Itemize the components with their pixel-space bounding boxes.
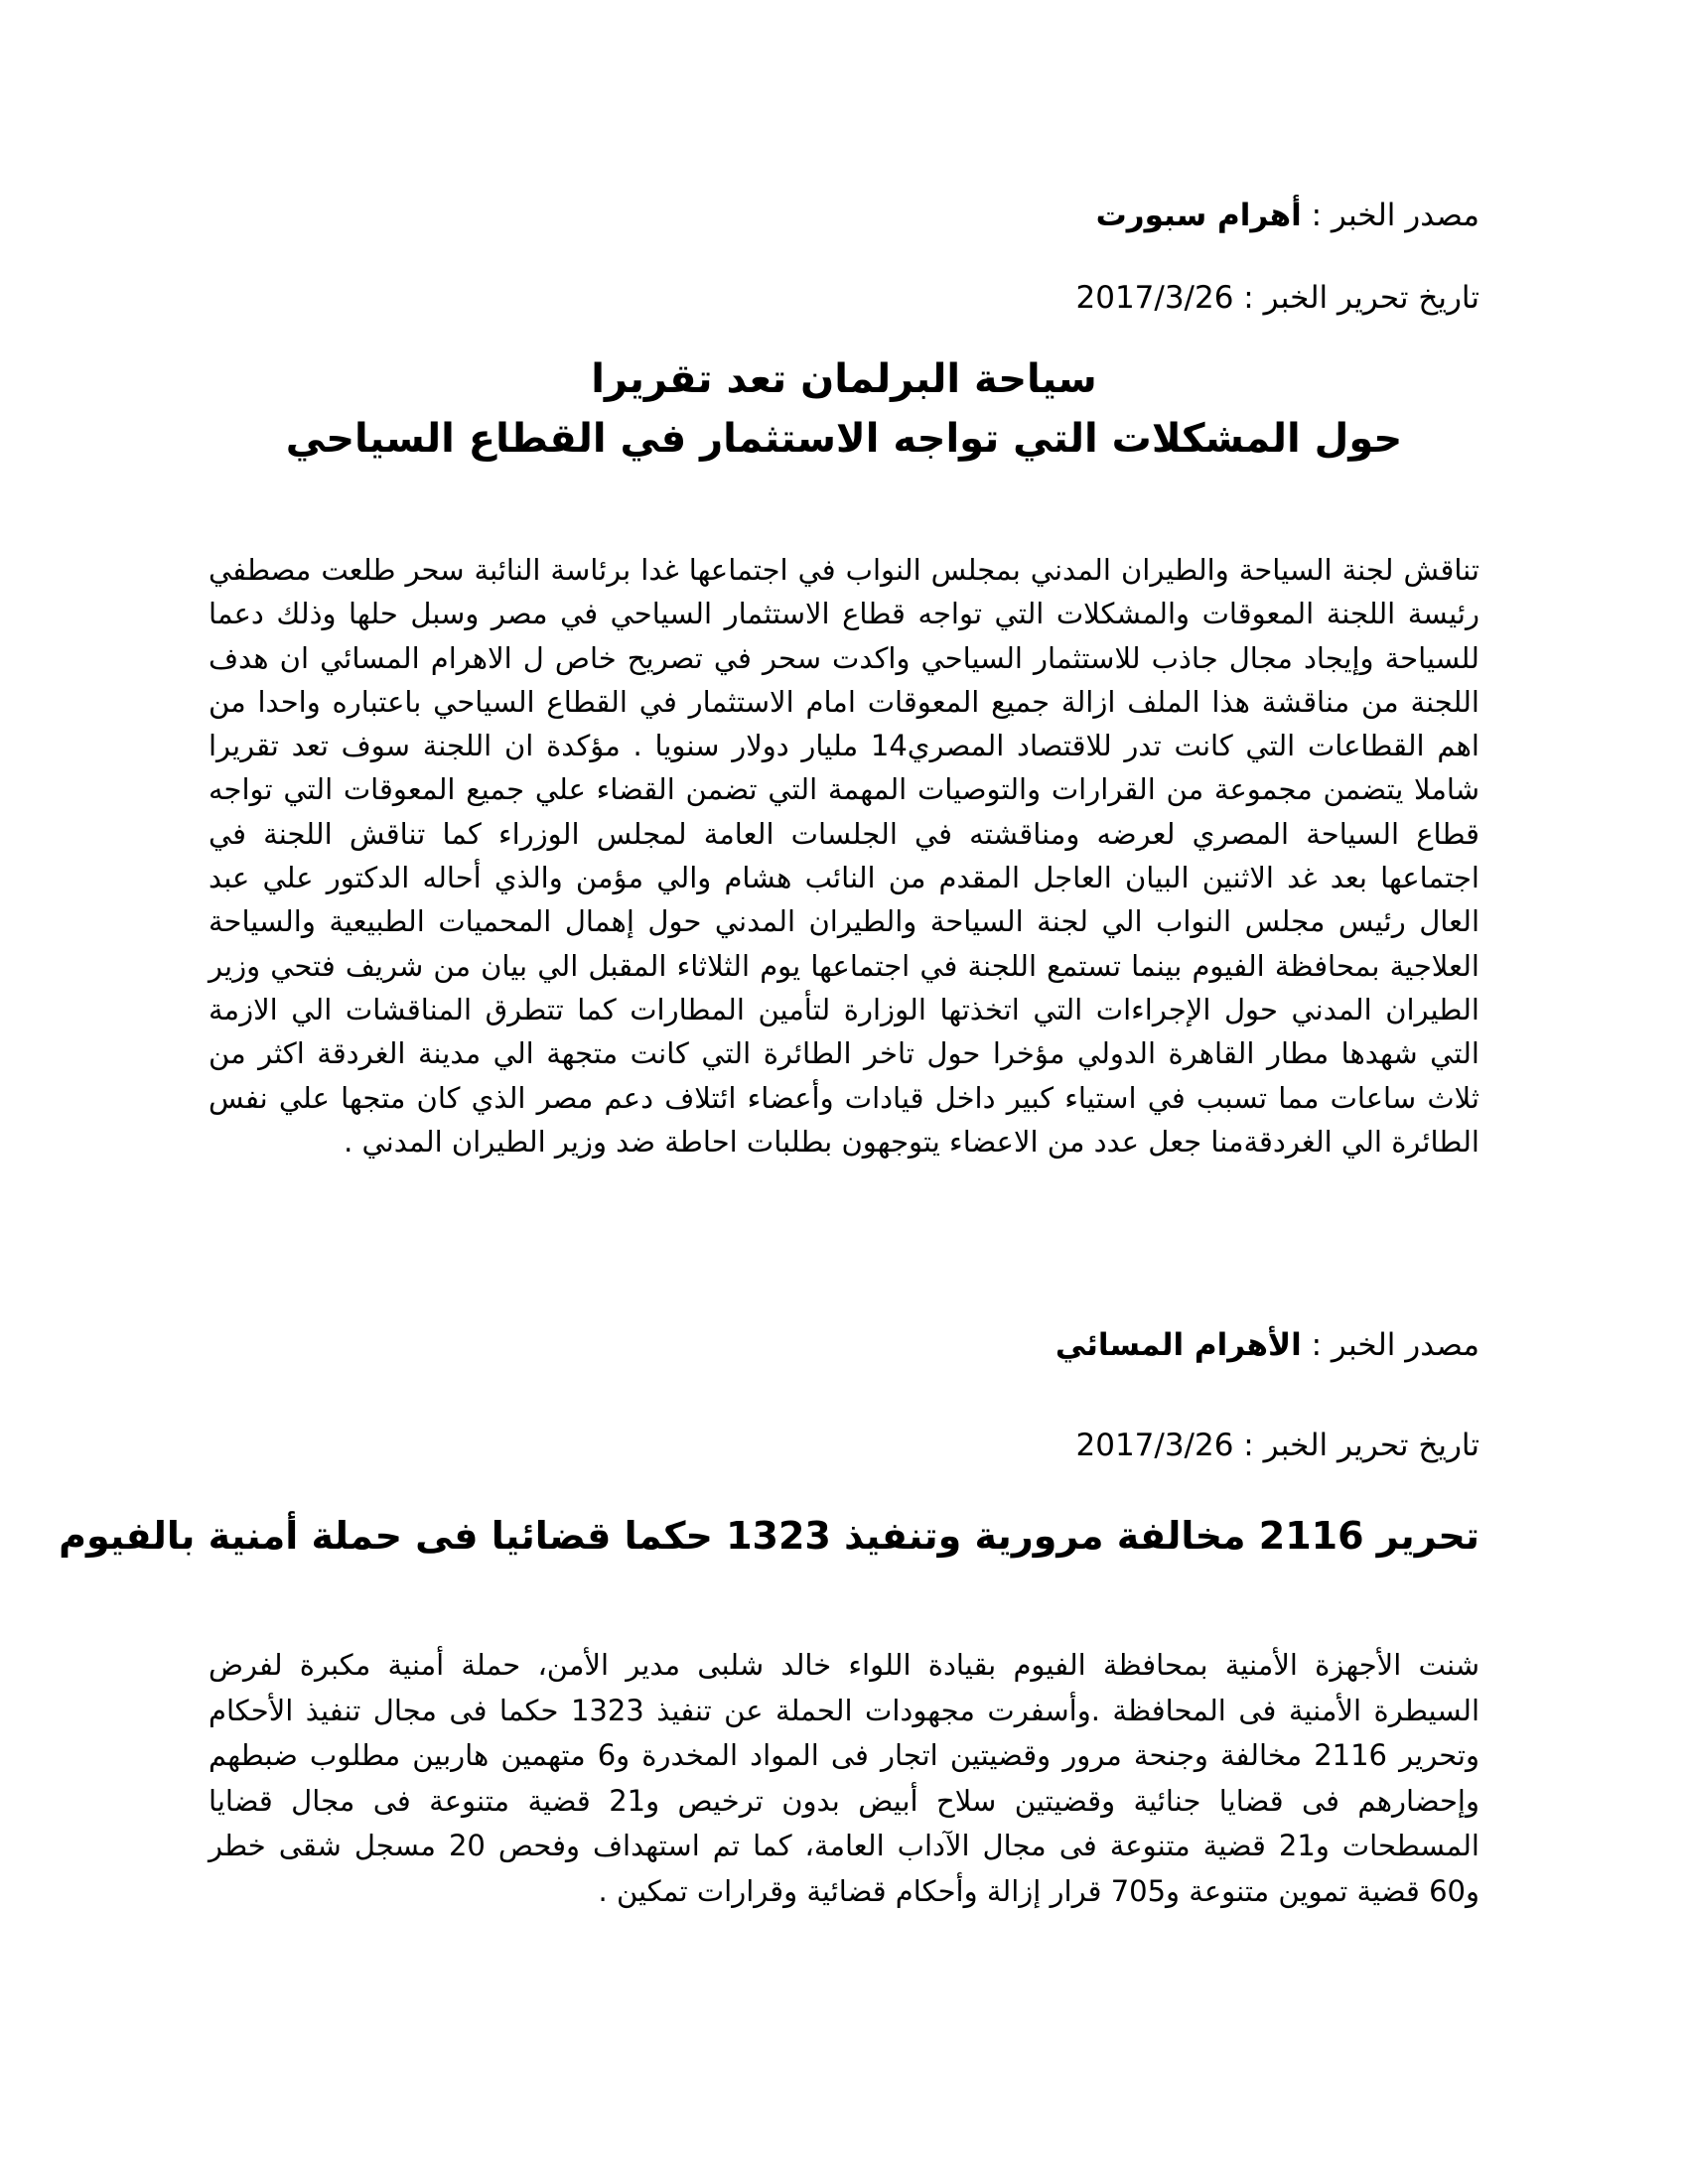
- article1-source-value: أهرام سبورت: [1095, 198, 1302, 233]
- article1-date-line: تاريخ تحرير الخبر : 2017/3/26: [1075, 280, 1479, 316]
- article1-body: تناقش لجنة السياحة والطيران المدني بمجلس النواب في اجتماعها غدا برئاسة النائبة سحر طلعت مصطفي رئيسة اللجنة المعوقات والمشكلات التي تواجه قطاع الاستثمار السياحي في مصر وسبل حلها وذلك دعما للسياحة وإيجاد مجال جاذب للاستثمار السياحي واكدت سحر في تصريح خاص ل الاهرام المسائي ان هدف اللجنة من مناقشة هذا الملف ازالة جميع المعوقات امام الاستثمار في القطاع السياحي باعتباره واحدا من اهم القطاعات التي كانت تدر للاقتصاد المصري14 مليار دولار سنويا . مؤكدة ان اللجنة سوف تعد تقريرا شاملا يتضمن مجموعة من القرارات والتوصيات المهمة التي تضمن القضاء علي جميع المعوقات التي تواجه قطاع السياحة المصري لعرضه ومناقشته في الجلسات العامة لمجلس الوزراء كما تناقش اللجنة في اجتماعها بعد غد الاثنين البيان العاجل المقدم من النائب هشام والي مؤمن والذي أحاله الدكتور علي عبد العال رئيس مجلس النواب الي لجنة السياحة والطيران المدني حول إهمال المحميات الطبيعية والسياحة العلاجية بمحافظة الفيوم بينما تستمع اللجنة في اجتماعها يوم الثلاثاء المقبل الي بيان من شريف فتحي وزير الطيران المدني حول الإجراءات التي اتخذتها الوزارة لتأمين المطارات كما تتطرق المناقشات الي الازمة التي شهدها مطار القاهرة الدولي مؤخرا حول تاخر الطائرة التي كانت متجهة الي مدينة الغردقة اكثر من ثلاث ساعات مما تسبب في استياء كبير داخل قيادات وأعضاء ائتلاف دعم مصر الذي كان متجها علي نفس الطائرة الي الغردقةمنا جعل عدد من الاعضاء يتوجهون بطلبات احاطة ضد وزير الطيران المدني .: [209, 553, 1479, 1159]
- article2-source-line: [209, 1325, 1479, 1365]
- article2-body: شنت الأجهزة الأمنية بمحافظة الفيوم بقيادة اللواء خالد شلبى مدير الأمن، حملة أمنية مكبرة لفرض السيطرة الأمنية فى المحافظة .وأسفرت مجهودات الحملة عن تنفيذ 1323 حكما فى مجال تنفيذ الأحكام وتحرير 2116 مخالفة وجنحة مرور وقضيتين اتجار فى المواد المخدرة و6 متهمين هاربين مطلوب ضبطهم وإحضارهم فى قضايا جنائية وقضيتين سلاح أبيض بدون ترخيص و21 قضية متنوعة فى مجال قضايا المسطحات و21 قضية متنوعة فى مجال الآداب العامة، كما تم استهداف وفحص 20 مسجل شقى خطر و60 قضية تموين متنوعة و705 قرار إزالة وأحكام قضائية وقرارات تمكين .: [209, 1648, 1479, 1908]
- article2-headline: تحرير 2116 مخالفة مرورية وتنفيذ 1323 حكما قضائيا فى حملة أمنية بالفيوم: [59, 1514, 1479, 1558]
- article2-source-value: الأهرام المسائي: [1055, 1327, 1302, 1363]
- article2-date-line: تاريخ تحرير الخبر : 2017/3/26: [1075, 1428, 1479, 1463]
- article1-source-label: مصدر الخبر :: [1301, 198, 1479, 233]
- article1-title-line-2: حول المشكلات التي تواجه الاستثمار في القطاع السياحي: [285, 416, 1403, 462]
- article1-title: [209, 349, 1479, 469]
- article1-source-line: [209, 196, 1479, 235]
- article2-source-label: مصدر الخبر :: [1301, 1327, 1479, 1363]
- article1-title-line-1: سياحة البرلمان تعد تقريرا: [591, 356, 1097, 402]
